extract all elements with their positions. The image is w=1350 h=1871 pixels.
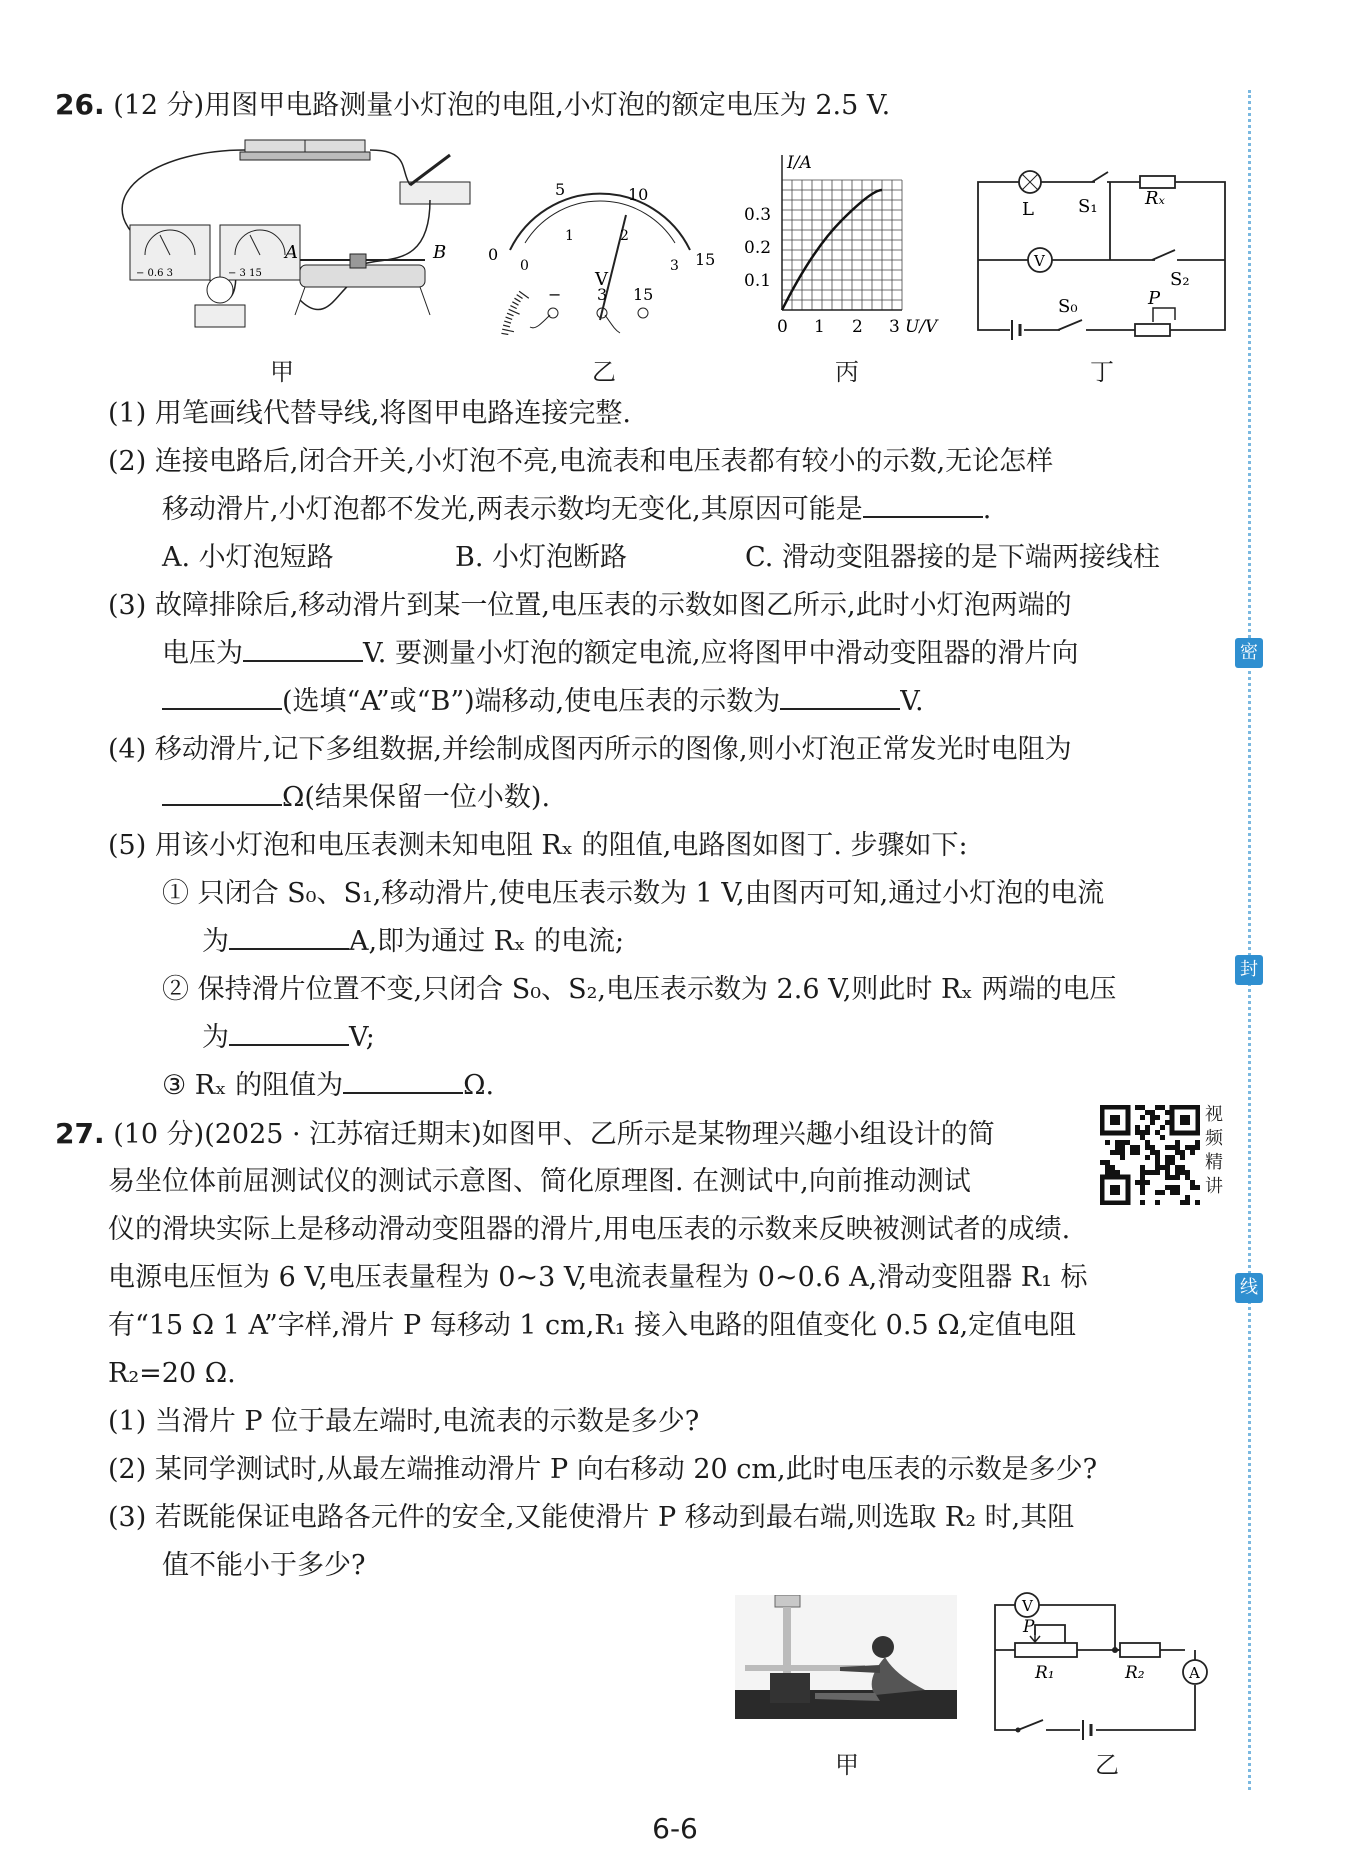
yi27-label-v: V	[1022, 1597, 1033, 1615]
answer-blank-2	[863, 490, 983, 518]
q27-line6: R₂=20 Ω.	[108, 1358, 236, 1389]
fig27-caption-jia: 甲	[835, 1751, 859, 1779]
rheostat-label-a: A	[285, 242, 298, 263]
meter-bottom-0: 0	[520, 258, 529, 274]
graph-xtick-1: 1	[814, 317, 825, 337]
q26-part3-line1: (3) 故障排除后,移动滑片到某一位置,电压表的示数如图乙所示,此时小灯泡两端的	[108, 590, 1072, 621]
graph-ytick-0.3: 0.3	[744, 205, 772, 225]
q26-header	[55, 85, 890, 126]
meter-top-10: 10	[628, 185, 649, 204]
q27-line5: 有“15 Ω 1 A”字样,滑片 P 每移动 1 cm,R₁ 接入电路的阻值变化 0.5 Ω,定值电阻	[108, 1310, 1077, 1341]
ding-label-p: P	[1148, 288, 1161, 309]
ding-label-s2: S₂	[1170, 269, 1190, 290]
ding-label-s0: S₀	[1058, 296, 1078, 317]
fig-caption-yi: 乙	[592, 358, 616, 386]
yi27-label-p: P	[1023, 1617, 1035, 1637]
bulb-base	[195, 305, 245, 327]
ammeter-terminals: − 0.6 3	[136, 268, 174, 279]
q26-step2-line1: ② 保持滑片位置不变,只闭合 S₀、S₂,电压表示数为 2.6 V,则此时 Rₓ 两端的电压	[162, 974, 1117, 1005]
yi27-label-r1: R₁	[1035, 1663, 1055, 1683]
q26-number: 26.	[55, 88, 105, 121]
figure-bing-graph	[742, 150, 957, 340]
graph-xtick-3: 3	[889, 317, 900, 337]
voltmeter-terminals: − 3 15	[228, 268, 262, 279]
answer-blank-5c	[343, 1066, 463, 1094]
fig27-caption-yi: 乙	[1095, 1751, 1119, 1779]
figure-27-jia-photo	[735, 1595, 957, 1719]
graph-grid	[782, 180, 902, 310]
rx-resistor	[1140, 176, 1175, 188]
q26-step2-line2: 为 V;	[202, 1018, 375, 1058]
r2-resistor	[1120, 1643, 1160, 1657]
bulb	[207, 277, 233, 303]
answer-blank-4	[162, 778, 282, 806]
q26-option-b: B. 小灯泡断路	[455, 542, 628, 573]
fig-caption-bing: 丙	[835, 358, 859, 386]
meter-zero: 0	[488, 245, 499, 264]
q27-part3-line2: 值不能小于多少?	[162, 1550, 366, 1581]
q26-step3: ③ Rₓ 的阻值为 Ω.	[162, 1066, 494, 1106]
meter-top-15: 15	[695, 250, 716, 269]
side-tab-feng: 封	[1235, 955, 1263, 985]
rheostat-symbol	[1135, 324, 1170, 336]
answer-blank-3c	[780, 682, 900, 710]
fig-caption-jia: 甲	[270, 358, 294, 386]
q26-part1: (1) 用笔画线代替导线,将图甲电路连接完整.	[108, 398, 631, 429]
graph-xlabel: U/V	[905, 317, 938, 337]
meter-bottom-3: 3	[670, 258, 679, 274]
ding-label-l: L	[1022, 199, 1034, 220]
meter-terminal-15: 15	[633, 285, 654, 304]
q26-intro: (12 分)用图甲电路测量小灯泡的电阻,小灯泡的额定电压为 2.5 V.	[113, 90, 891, 121]
answer-blank-5b	[229, 1018, 349, 1046]
fig-caption-ding: 丁	[1090, 358, 1114, 386]
figure-jia-circuit	[100, 130, 480, 340]
answer-blank-3a	[243, 634, 363, 662]
q27-line1: 27. (10 分)(2025 · 江苏宿迁期末)如图甲、乙所示是某物理兴趣小组设计的简	[55, 1117, 995, 1150]
q27-part2: (2) 某同学测试时,从最左端推动滑片 P 向右移动 20 cm,此时电压表的示数是多少?	[108, 1454, 1098, 1485]
graph-xtick-2: 2	[852, 317, 863, 337]
graph-ylabel: I/A	[787, 153, 812, 173]
ding-label-s1: S₁	[1078, 196, 1098, 217]
meter-bottom-1: 1	[565, 228, 574, 244]
ding-label-v: V	[1034, 252, 1045, 270]
graph-ytick-0.1: 0.1	[744, 271, 772, 291]
rheostat-label-b: B	[433, 242, 447, 263]
side-tab-xian: 线	[1235, 1273, 1263, 1303]
figure-yi-meter	[480, 175, 720, 335]
q27-part3-line1: (3) 若既能保证电路各元件的安全,又能使滑片 P 移动到最右端,则选取 R₂ 时,其阻	[108, 1502, 1075, 1533]
figure-ding-schematic	[970, 170, 1230, 340]
q26-part4-line1: (4) 移动滑片,记下多组数据,并绘制成图丙所示的图像,则小灯泡正常发光时电阻为	[108, 734, 1072, 765]
q26-part5-intro: (5) 用该小灯泡和电压表测未知电阻 Rₓ 的阻值,电路图如图丁. 步骤如下:	[108, 830, 968, 861]
answer-blank-5a	[229, 922, 349, 950]
figure-27-yi-schematic	[985, 1590, 1225, 1740]
q26-part2-line2: 移动滑片,小灯泡都不发光,两表示数均无变化,其原因可能是 .	[162, 490, 991, 530]
meter-bottom-2: 2	[620, 228, 629, 244]
q27-line3: 仪的滑块实际上是移动滑动变阻器的滑片,用电压表的示数来反映被测试者的成绩.	[108, 1214, 1071, 1245]
q27-number: 27.	[55, 1117, 105, 1150]
meter-terminal-3: 3	[597, 285, 608, 304]
ding-label-rx: Rₓ	[1145, 188, 1165, 209]
q26-part2-line1: (2) 连接电路后,闭合开关,小灯泡不亮,电流表和电压表都有较小的示数,无论怎样	[108, 446, 1054, 477]
r1-resistor	[1015, 1643, 1077, 1657]
q26-part3-line3: (选填“A”或“B”)端移动,使电压表的示数为 V.	[162, 682, 924, 722]
answer-blank-3b	[162, 682, 282, 710]
q27-part1: (1) 当滑片 P 位于最左端时,电流表的示数是多少?	[108, 1406, 700, 1437]
page-number: 6-6	[652, 1812, 698, 1845]
yi27-label-a: A	[1189, 1664, 1200, 1682]
q26-step1-line1: ① 只闭合 S₀、S₁,移动滑片,使电压表示数为 1 V,由图丙可知,通过小灯泡的电流	[162, 878, 1105, 909]
meter-unit: V	[595, 269, 608, 290]
graph-ytick-0.2: 0.2	[744, 238, 772, 258]
qr-label: 视频精讲	[1205, 1104, 1223, 1197]
q26-option-a: A. 小灯泡短路	[162, 542, 334, 573]
q27-line2: 易坐位体前屈测试仪的测试示意图、简化原理图. 在测试中,向前推动测试	[108, 1166, 971, 1197]
q26-option-c: C. 滑动变阻器接的是下端两接线柱	[745, 542, 1160, 573]
q26-part3-line2: 电压为 V. 要测量小灯泡的额定电流,应将图甲中滑动变阻器的滑片向	[162, 634, 1079, 674]
q27-line4: 电源电压恒为 6 V,电压表量程为 0~3 V,电流表量程为 0~0.6 A,滑动变阻器 R₁ 标	[108, 1262, 1088, 1293]
graph-xtick-0: 0	[777, 317, 788, 337]
yi27-label-r2: R₂	[1125, 1663, 1145, 1683]
binding-line	[1248, 90, 1251, 1790]
q26-step1-line2: 为 A,即为通过 Rₓ 的电流;	[202, 922, 624, 962]
meter-top-5: 5	[555, 180, 566, 199]
side-tab-mi: 密	[1235, 638, 1263, 668]
q26-part4-line2: Ω(结果保留一位小数).	[162, 778, 550, 818]
meter-ticks	[500, 291, 529, 335]
qr-code-icon[interactable]	[1100, 1105, 1200, 1205]
meter-terminal-neg: −	[548, 285, 562, 304]
